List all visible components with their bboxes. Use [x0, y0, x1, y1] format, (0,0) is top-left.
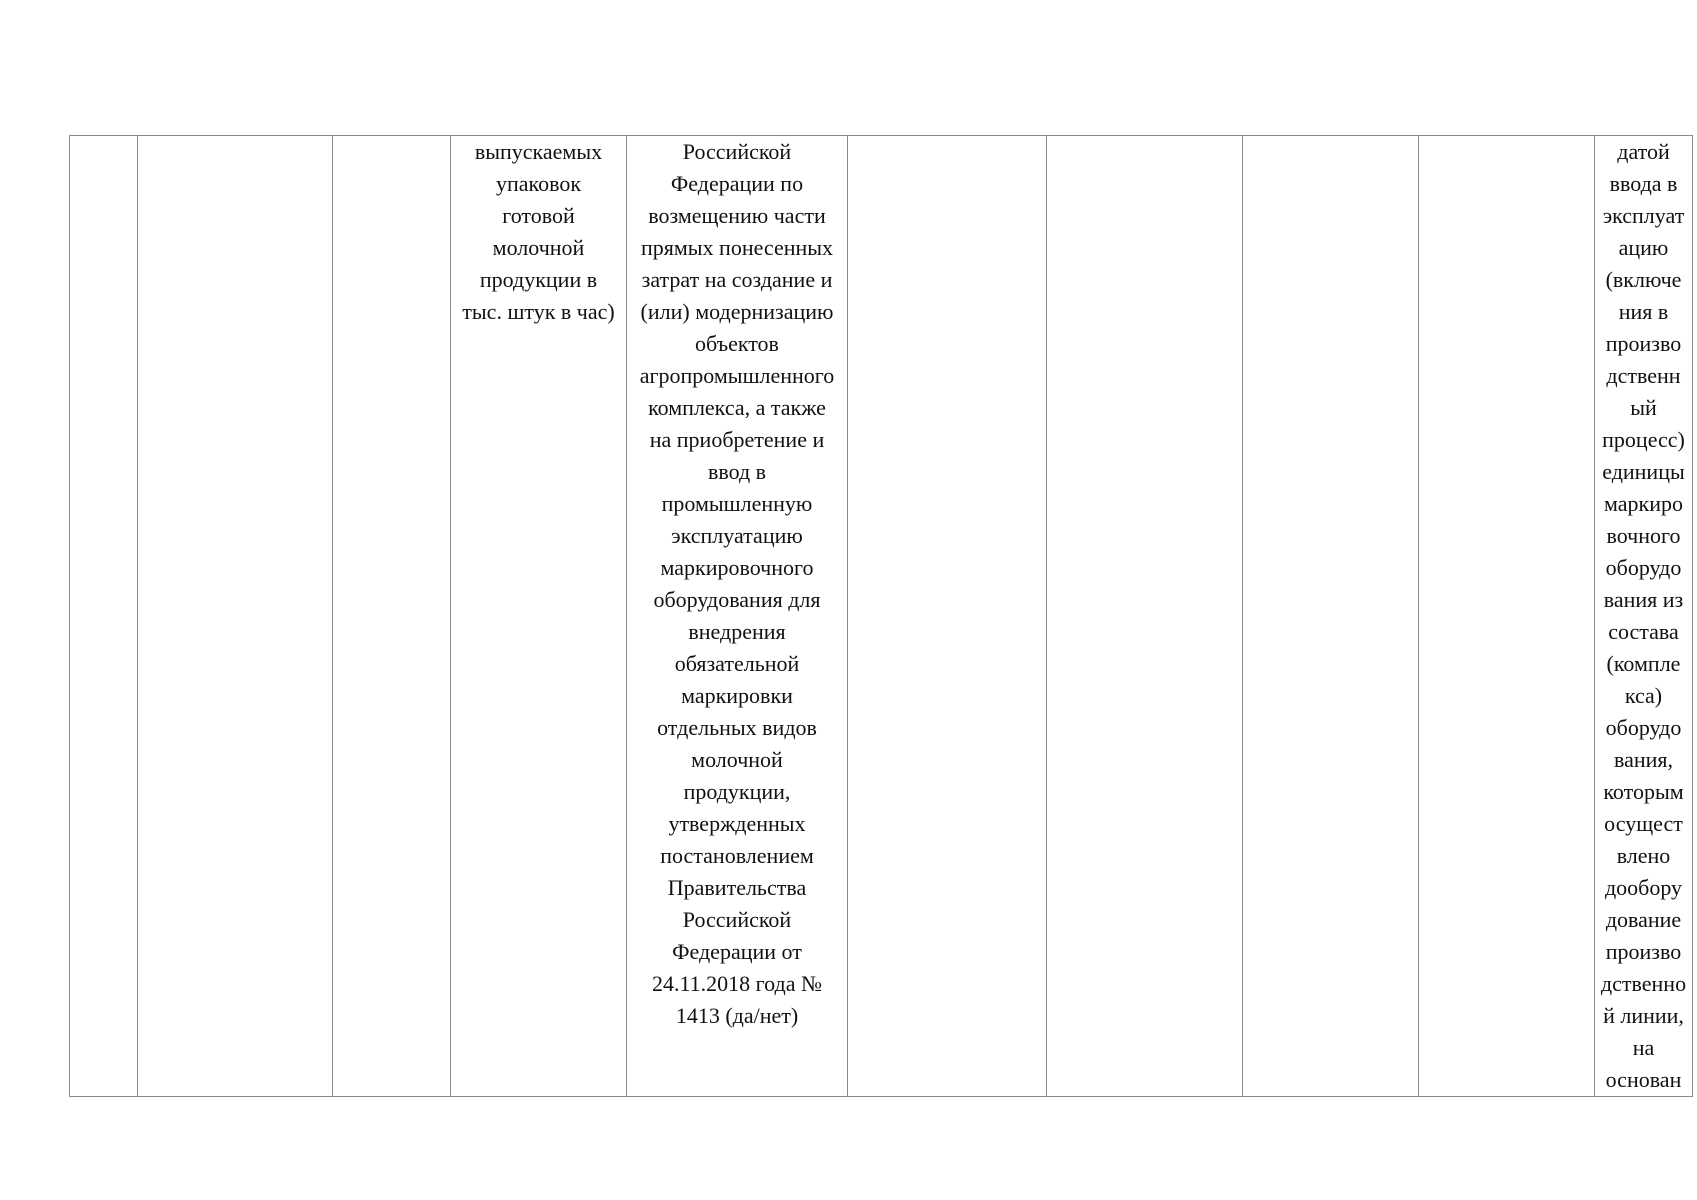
table-cell-col4: выпускаемых упаковок готовой молочной продукции в тыс. штук в час): [451, 136, 627, 1097]
table-cell-col1: [70, 136, 138, 1097]
table-cell-col7: [1047, 136, 1243, 1097]
table-cell-col8: [1243, 136, 1419, 1097]
table-row: [70, 136, 1693, 1097]
table-cell-col3: [333, 136, 451, 1097]
table-cell-col11: датой ввода в эксплуат ацию (включе ния в произво дственн ый процесс) единицы маркиро вочного оборудо вания из состава (компле кса) оборудо вания, которым осущест влено дообору дование произво дственно й линии, на основан: [1595, 136, 1693, 1097]
table-cell-col5: Российской Федерации по возмещению части прямых понесенных затрат на создание и (или) модернизацию объектов агропромышленного комплекса, а также на приобретение и ввод в промышленную эксплуатацию маркировочного оборудования для внедрения обязательной маркировки отдельных видов молочной продукции, утвержденных постановлением Правительства Российской Федерации от 24.11.2018 года № 1413 (да/нет): [627, 136, 848, 1097]
table-cell-col9: [1419, 136, 1595, 1097]
table-cell-col2: [138, 136, 333, 1097]
document-table: [69, 135, 1693, 1097]
table-cell-col6: [848, 136, 1047, 1097]
